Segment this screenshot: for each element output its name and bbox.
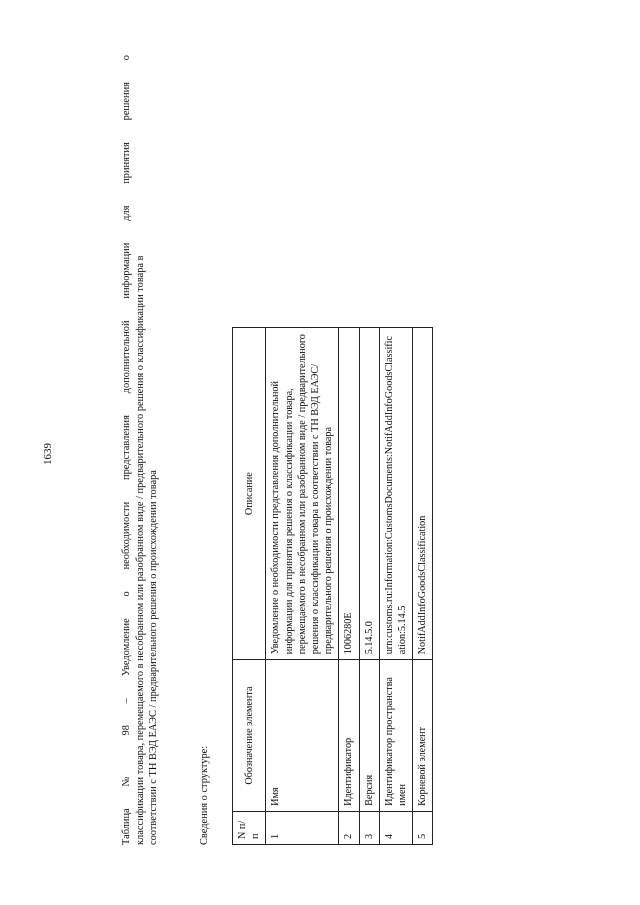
cell-num: 4	[379, 811, 412, 844]
cell-num: 2	[339, 811, 359, 844]
cell-name: Версия	[359, 660, 379, 812]
structure-label: Сведения о структуре:	[199, 745, 210, 845]
cell-desc: 1006280E	[339, 328, 359, 660]
structure-table	[232, 327, 433, 845]
cell-num: 5	[413, 811, 433, 844]
table-header-row	[233, 328, 266, 845]
cell-desc: 5.14.5.0	[359, 328, 379, 660]
rotated-landscape-content	[120, 55, 600, 845]
header-name: Обозначение элемента	[233, 660, 266, 812]
header-desc: Описание	[233, 328, 266, 660]
cell-name: Имя	[266, 660, 339, 812]
table-row	[339, 328, 359, 845]
cell-num: 3	[359, 811, 379, 844]
caption-line-2: классификации товара, перемещаемого в несобранном или разобранном виде / предварительного решения о классификации товара в	[134, 255, 146, 845]
cell-desc: Уведомление о необходимости представления дополнительной информации для принятия решения о классификации товара, перемещаемого в несобранном или разобранном виде / предварительного решения о классификации товара в соответствии с ТН ВЭД ЕАЭС/ предварительного решения о происхождении товара	[266, 328, 339, 660]
cell-desc: urn:customs.ru:Information:CustomsDocuments:NotifAddInfoGoodsClassification:5.14.5	[379, 328, 412, 660]
header-num: N п/п	[233, 811, 266, 844]
page-number: 1639	[42, 443, 54, 465]
cell-name: Идентификатор пространства имен	[379, 660, 412, 812]
cell-desc: NotifAddInfoGoodsClassification	[413, 328, 433, 660]
caption-line-3: соответствии с ТН ВЭД ЕАЭС / предварительного решения о происхождении товара	[148, 470, 160, 845]
cell-name: Корневой элемент	[413, 660, 433, 812]
cell-name: Идентификатор	[339, 660, 359, 812]
caption-line-1: Таблица № 98 – Уведомление о необходимости представления дополнительной информации для принятия решения о	[121, 55, 132, 845]
table-row	[413, 328, 433, 845]
table-row	[379, 328, 412, 845]
table-row	[266, 328, 339, 845]
table-caption	[120, 55, 161, 845]
cell-num: 1	[266, 811, 339, 844]
table-row	[359, 328, 379, 845]
